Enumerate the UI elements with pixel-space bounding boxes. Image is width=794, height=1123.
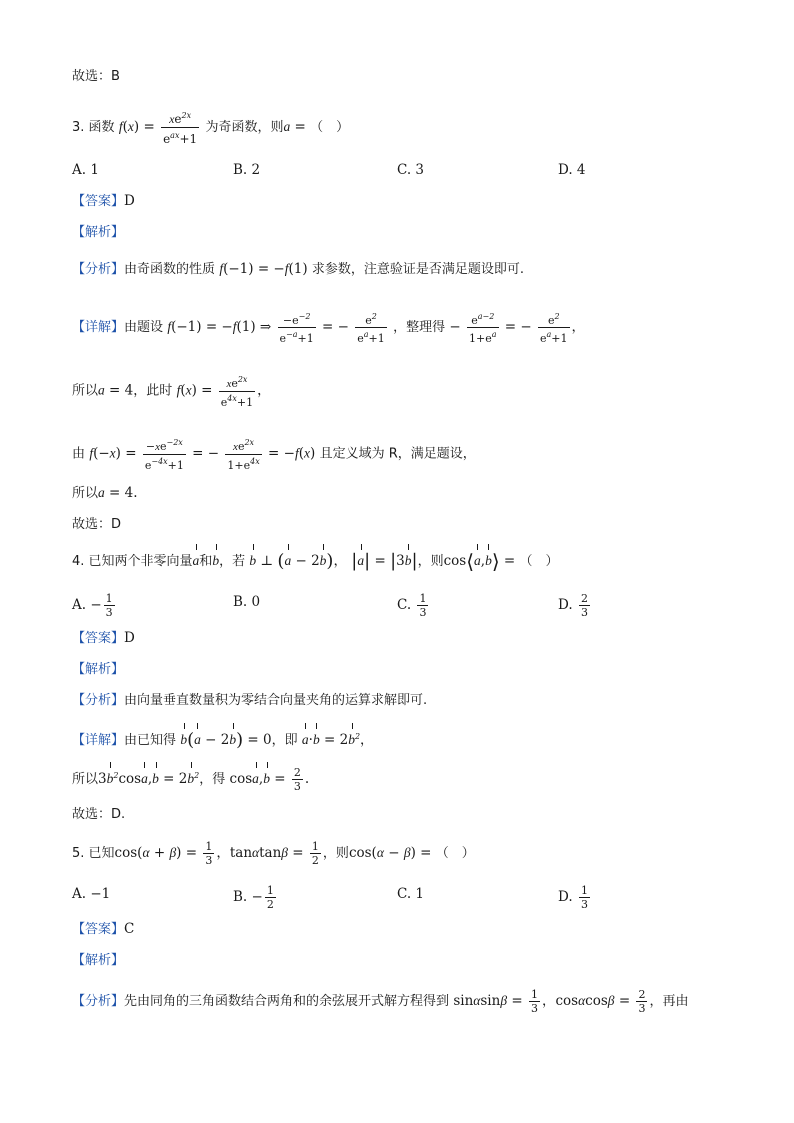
answer-tag: 【答案】 (72, 631, 125, 646)
answer-value: C (124, 921, 135, 937)
fenxi-text: 先由同角的三角函数结合两角和的余弦展开式解方程得到 (124, 994, 450, 1009)
fenxi-line: 【分析】先由同角的三角函数结合两角和的余弦展开式解方程得到 sinαsinβ = $\frac{1}{3}$ ，cosαcosβ = $\frac{2}{3}$ ，再由 (72, 988, 689, 1015)
text: 所以 (72, 772, 99, 787)
question-blank: （ ） (519, 554, 559, 569)
text: 由 (72, 446, 86, 462)
detail-text: 由题设 (124, 320, 164, 335)
detail-line-2: 所以a = 4，此时 f(x) = $\frac{xe^{2x}}{e^{4x}+1}$ ， (72, 375, 271, 409)
option-c: C. 3 (397, 162, 425, 178)
question-number: 3. 函数 (72, 120, 115, 135)
option-c: C. $\frac{1}{3}$ (397, 592, 427, 619)
fenxi-text-2: 求参数，注意验证是否满足题设即可. (311, 262, 525, 277)
fenxi-tag: 【分析】 (72, 262, 125, 277)
detail-line-2: 所以$3b^2\cos a,b = 2b^2$，得 cosa,b = $\frac{2}{3}$ . (72, 766, 310, 793)
answer-value: D (124, 193, 135, 209)
detail-line: 【详解】由已知得 b(a − 2b) = 0，即 $a\cdot b = 2b^2$， (72, 729, 374, 751)
option-label: D. (558, 597, 573, 613)
detail-text: 由已知得 (124, 733, 177, 748)
option-a: A. − $\frac{1}{3}$ (72, 592, 113, 619)
option-d: D. 4 (558, 162, 586, 178)
analysis-tag: 【解析】 (72, 953, 125, 968)
choice-text: 故选：B (72, 69, 120, 84)
question-text: 为奇函数，则 (205, 120, 284, 135)
question-text: 5. 已知 (72, 846, 115, 861)
fenxi-text: 由奇函数的性质 (124, 262, 216, 277)
question-blank: （ ） (310, 120, 350, 135)
fenxi-text: 由向量垂直数量积为零结合向量夹角的运算求解即可. (124, 693, 428, 708)
fenxi-tag: 【分析】 (72, 994, 125, 1009)
detail-tag: 【详解】 (72, 320, 125, 335)
option-d: D. $\frac{2}{3}$ (558, 592, 588, 619)
text: ，得 (199, 772, 226, 787)
text: ，此时 (133, 383, 173, 399)
detail-text-2: ，整理得 (393, 320, 446, 335)
answer-tag: 【答案】 (72, 194, 125, 209)
option-b: B. 2 (233, 162, 261, 178)
question-3: 3. 函数 f(x) = $\frac{xe^{2x}}{e^{ax}+1}$ 为奇函数，则a = （ ） (72, 108, 349, 147)
choice-line (72, 804, 125, 825)
option-label: D. (558, 889, 573, 905)
option-label: B. (233, 889, 248, 905)
choice-line (72, 66, 120, 87)
answer-line (72, 919, 134, 940)
text: ，若 (219, 554, 246, 569)
analysis-tag: 【解析】 (72, 225, 125, 240)
option-d: D. $\frac{1}{3}$ (558, 884, 588, 911)
text: 且定义域为 R，满足题设， (319, 446, 476, 462)
question-4: 4. 已知两个非零向量a和b，若 b ⊥ (a − 2b)， |a| = |3b|，则cos⟨a,b⟩ = （ ） (72, 549, 559, 574)
text: ，则 (322, 846, 349, 861)
analysis-line (72, 659, 124, 680)
answer-line (72, 191, 135, 212)
question-5: 5. 已知cos(α + β) = $\frac{1}{3}$ ，tanαtanβ = $\frac{1}{2}$ ，则cos(α − β) = （ ） (72, 840, 475, 867)
answer-value: D (124, 630, 135, 646)
option-a: A. 1 (72, 162, 99, 178)
text: 所以 (72, 486, 99, 501)
text: 所以 (72, 383, 99, 399)
question-text: 4. 已知两个非零向量 (72, 554, 193, 569)
option-b: B. 0 (233, 594, 261, 610)
choice-text: 故选：D (72, 517, 122, 532)
fenxi-line: 【分析】由奇函数的性质 f(−1) = −f(1) 求参数，注意验证是否满足题设即可. (72, 261, 525, 277)
detail-text-2: ，即 (271, 733, 298, 748)
fenxi-text-2: ，再由 (649, 994, 689, 1009)
option-c: C. 1 (397, 886, 425, 902)
fenxi-tag: 【分析】 (72, 693, 125, 708)
question-blank: （ ） (435, 846, 475, 861)
analysis-tag: 【解析】 (72, 662, 125, 677)
detail-line-4: 所以a = 4. (72, 485, 138, 501)
option-label: C. (397, 597, 412, 613)
detail-tag: 【详解】 (72, 733, 125, 748)
detail-line: 【详解】由题设 f(−1) = −f(1) ⇒ $\frac{-e^{-2}}{e^{-a}+1}$ = − $\frac{e^2}{e^a+1}$ ，整理得 − $\frac{e^{a-2}}{1+e^a}$ = − $\frac{e^2}{e^a+1}$ ， (72, 312, 586, 345)
option-b: B. − $\frac{1}{2}$ (233, 884, 274, 911)
option-label: A. (72, 597, 87, 613)
text: 和 (199, 554, 213, 569)
answer-line (72, 628, 135, 649)
option-a: A. −1 (72, 886, 111, 902)
text: ，则 (417, 554, 444, 569)
analysis-line (72, 222, 124, 243)
detail-line-3: 由 f(−x) = $\frac{-xe^{-2x}}{e^{-4x}+1}$ = − $\frac{xe^{2x}}{1+e^{4x}}$ = −f(x) 且定义域为 R，满足题设， (72, 438, 476, 472)
answer-tag: 【答案】 (72, 922, 125, 937)
formula-fraction: $\frac{xe^{2x}}{e^{ax}+1}$ (163, 111, 198, 146)
choice-line-2 (72, 514, 121, 535)
analysis-line (72, 950, 124, 971)
choice-text: 故选：D. (72, 807, 126, 822)
fenxi-line (72, 690, 427, 711)
